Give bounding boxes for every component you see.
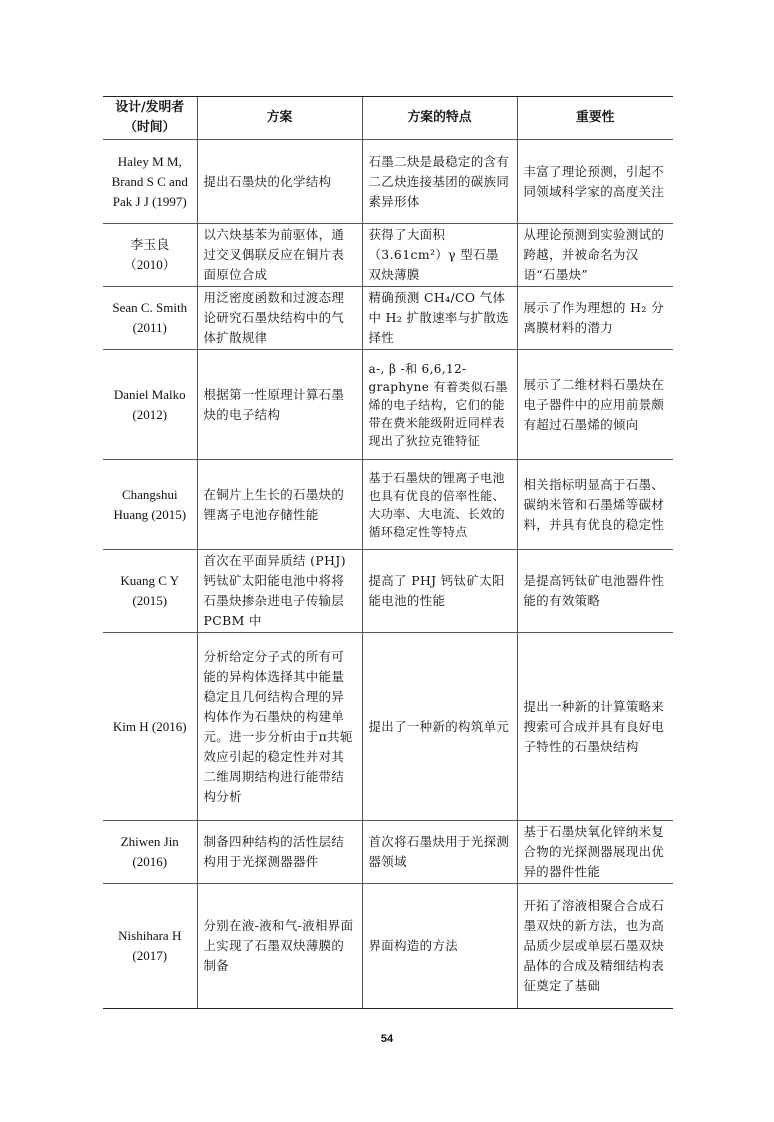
cell-designer: Kim H (2016)	[103, 633, 197, 821]
cell-scheme: 提出石墨炔的化学结构	[197, 140, 362, 224]
cell-designer: Zhiwen Jin (2016)	[103, 821, 197, 884]
header-importance: 重要性	[517, 97, 673, 140]
cell-feature: 界面构造的方法	[362, 884, 517, 1009]
cell-importance: 是提高钙钛矿电池器件性能的有效策略	[517, 550, 673, 633]
header-scheme: 方案	[197, 97, 362, 140]
table-row	[103, 884, 673, 1009]
cell-feature: 基于石墨炔的锂离子电池也具有优良的倍率性能、大功率、大电流、长效的循环稳定性等特点	[362, 460, 517, 550]
table-row	[103, 350, 673, 460]
cell-feature: 石墨二炔是最稳定的含有二乙炔连接基团的碳族同素异形体	[362, 140, 517, 224]
cell-importance: 提出一种新的计算策略来搜索可合成并具有良好电子特性的石墨炔结构	[517, 633, 673, 821]
cell-scheme: 在铜片上生长的石墨炔的锂离子电池存储性能	[197, 460, 362, 550]
cell-designer: Sean C. Smith (2011)	[103, 287, 197, 350]
cell-scheme: 分析给定分子式的所有可能的异构体选择其中能量稳定且几何结构合理的异构体作为石墨炔的构建单元。进一步分析由于π共轭效应引起的稳定性并对其二维周期结构进行能带结构分析	[197, 633, 362, 821]
table-row	[103, 460, 673, 550]
cell-scheme: 制备四种结构的活性层结构用于光探测器器件	[197, 821, 362, 884]
cell-importance: 相关指标明显高于石墨、碳纳米管和石墨烯等碳材料，并具有优良的稳定性	[517, 460, 673, 550]
cell-feature: 获得了大面积（3.61cm²）γ 型石墨双炔薄膜	[362, 224, 517, 287]
cell-designer: Daniel Malko (2012)	[103, 350, 197, 460]
cell-feature: 精确预测 CH₄/CO 气体中 H₂ 扩散速率与扩散选择性	[362, 287, 517, 350]
cell-designer: Changshui Huang (2015)	[103, 460, 197, 550]
cell-scheme: 以六炔基苯为前驱体，通过交叉偶联反应在铜片表面原位合成	[197, 224, 362, 287]
cell-importance: 展示了作为理想的 H₂ 分离膜材料的潜力	[517, 287, 673, 350]
cell-feature: 提高了 PHJ 钙钛矿太阳能电池的性能	[362, 550, 517, 633]
cell-importance: 开拓了溶液相聚合合成石墨双炔的新方法，也为高品质少层或单层石墨双炔晶体的合成及精细结构表征奠定了基础	[517, 884, 673, 1009]
comparison-table	[103, 96, 673, 1009]
table-row	[103, 224, 673, 287]
table-row	[103, 550, 673, 633]
cell-feature: 首次将石墨炔用于光探测器领域	[362, 821, 517, 884]
cell-scheme: 首次在平面异质结 (PHJ)钙钛矿太阳能电池中将将石墨炔掺杂进电子传输层 PCBM 中	[197, 550, 362, 633]
cell-importance: 展示了二维材料石墨炔在电子器件中的应用前景颇有超过石墨烯的倾向	[517, 350, 673, 460]
cell-designer: Nishihara H (2017)	[103, 884, 197, 1009]
cell-importance: 丰富了理论预测，引起不同领域科学家的高度关注	[517, 140, 673, 224]
table-row	[103, 287, 673, 350]
cell-importance: 基于石墨炔氧化锌纳米复合物的光探测器展现出优异的器件性能	[517, 821, 673, 884]
table-row	[103, 821, 673, 884]
cell-designer: Kuang C Y (2015)	[103, 550, 197, 633]
table-row	[103, 140, 673, 224]
cell-designer: Haley M M, Brand S C and Pak J J (1997)	[103, 140, 197, 224]
table-row	[103, 633, 673, 821]
cell-scheme: 根据第一性原理计算石墨炔的电子结构	[197, 350, 362, 460]
page-number: 54	[380, 1033, 394, 1045]
cell-scheme: 用泛密度函数和过渡态理论研究石墨炔结构中的气体扩散规律	[197, 287, 362, 350]
table-header-row	[103, 97, 673, 140]
cell-importance: 从理论预测到实验测试的跨越，并被命名为汉语“石墨炔”	[517, 224, 673, 287]
cell-scheme: 分别在液-液和气-液相界面上实现了石墨双炔薄膜的制备	[197, 884, 362, 1009]
cell-feature: a-, β -和 6,6,12-graphyne 有着类似石墨烯的电子结构，它们的能带在费米能级附近同样表现出了狄拉克锥特征	[362, 350, 517, 460]
cell-designer: 李玉良（2010）	[103, 224, 197, 287]
header-designer: 设计/发明者（时间）	[103, 97, 197, 140]
header-feature: 方案的特点	[362, 97, 517, 140]
cell-feature: 提出了一种新的构筑单元	[362, 633, 517, 821]
